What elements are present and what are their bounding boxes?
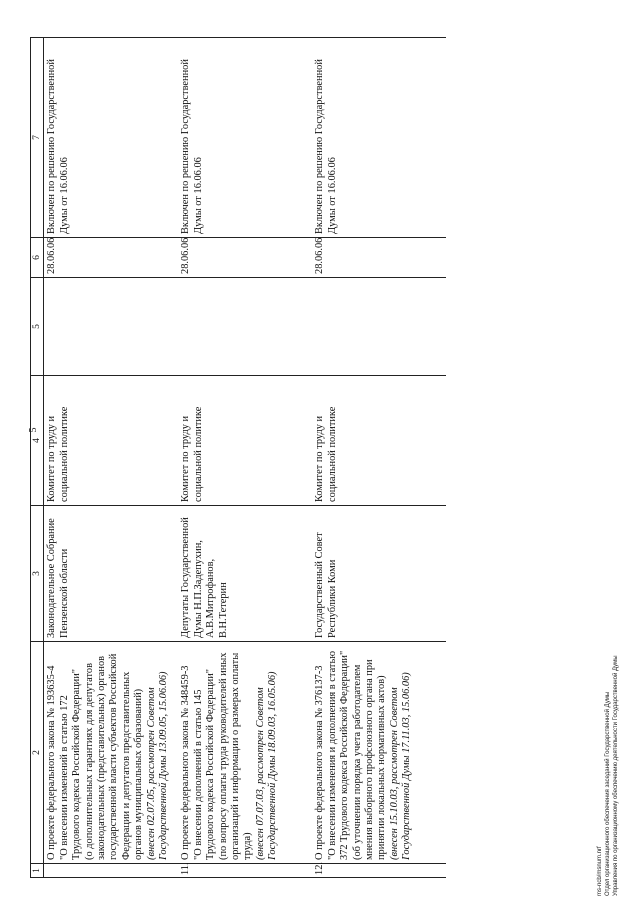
bill-title-line: "О внесении изменений в статью 172 [58,695,70,860]
footer-directorate-line: Управления по организационному обеспечению деятельности Государственной Думы [613,655,619,896]
table-row [312,38,446,878]
initiator-cell: Законодательное Собрание Пензенской области [44,506,179,642]
header-cell: 6 [31,238,44,278]
bill-title-line: законодательных (представительных) органов [96,655,108,860]
bill-title-cell [44,642,179,864]
bill-title-line: "О внесении изменения и дополнения в статью [326,651,338,860]
bill-title-cell [178,642,312,864]
bill-title-line: О проекте федерального закона № 193635-4 [46,665,58,860]
column-5-cell [44,278,179,376]
bill-title-line: органов муниципальных образований) [133,688,145,860]
date-cell: 28.06.06 [312,238,446,278]
bill-title-line: О проекте федерального закона № 376137-3 [314,665,326,860]
bill-note-line: Государственной Думы 17.11.03, 15.06.06) [401,672,413,860]
bill-title-line: принятии локальных нормативных актов) [376,675,388,860]
date-cell: 28.06.06 [44,238,179,278]
table-row [44,38,179,878]
bill-title-line: труда) [242,832,254,860]
decision-cell: Включен по решению Государственной Думы от 16.06.06 [178,38,312,238]
bill-title-line: организаций и информации о размерах оплаты [230,652,242,860]
bill-title-line: Трудового кодекса Российской Федерации" [205,668,217,860]
date-cell: 28.06.06 [178,238,312,278]
footer-department-line: Отдел организационного обеспечения заседаний Государственной Думы [605,691,611,896]
bill-title-line: мнения выборного профсоюзного органа при [364,659,376,860]
column-5-cell [312,278,446,376]
decision-cell: Включен по решению Государственной Думы от 16.06.06 [44,38,179,238]
bill-title-line: (по вопросу оплаты труда руководителей иных [217,652,229,860]
row-number [44,864,179,878]
bill-title-line: (об уточнении порядка учета работодателем [351,664,363,860]
header-cell: 7 [31,38,44,238]
bill-title-line: "О внесении дополнений в статью 145 [192,689,204,860]
footer [596,536,620,896]
footer-file-line: ms-ncb/msnum.nrf [597,846,603,896]
header-cell: 4 [31,376,44,506]
row-number: 12. [312,864,446,878]
committee-cell: Комитет по труду и социальной политике [44,376,179,506]
header-row [31,38,44,878]
column-5-cell [178,278,312,376]
bills-table [30,37,446,878]
bill-title-line: Федерации и депутатов представительных [120,671,132,860]
rotated-sheet [30,38,610,878]
bill-note-line: (внесен 02.07.05, рассмотрен Советом [145,687,157,860]
bill-note-line: Государственной Думы 13.09.05, 15.06.06) [158,671,170,860]
committee-cell: Комитет по труду и социальной политике [312,376,446,506]
table-row [178,38,312,878]
bill-title-line: 372 Трудового кодекса Российской Федерации" [339,650,351,860]
bill-note-line: Государственной Думы 18.09.03, 16.05.06) [267,671,279,860]
initiator-cell: Депутаты Государственной Думы Н.П.Задепухин, А.В.Митрофанов, В.Н.Тетерин [178,506,312,642]
header-cell: 1 [31,864,44,878]
page-number: 5 [28,427,39,433]
bill-note-line: (внесен 07.07.03, рассмотрен Советом [254,687,266,860]
bill-title-cell [312,642,446,864]
bill-title-line: (о дополнительных гарантиях для депутатов [83,662,95,860]
bill-note-line: (внесен 15.10.03, рассмотрен Советом [388,687,400,860]
header-cell: 5 [31,278,44,376]
initiator-cell: Государственный Совет Республики Коми [312,506,446,642]
committee-cell: Комитет по труду и социальной политике [178,376,312,506]
header-cell: 3 [31,506,44,642]
header-cell: 2 [31,642,44,864]
row-number: 11. [178,864,312,878]
decision-cell: Включен по решению Государственной Думы от 16.06.06 [312,38,446,238]
bill-title-line: государственной власти субъектов Российской [108,653,120,860]
bill-title-line: О проекте федерального закона № 348459-3 [180,665,192,860]
bill-title-line: Трудового кодекса Российской Федерации" [71,668,83,860]
